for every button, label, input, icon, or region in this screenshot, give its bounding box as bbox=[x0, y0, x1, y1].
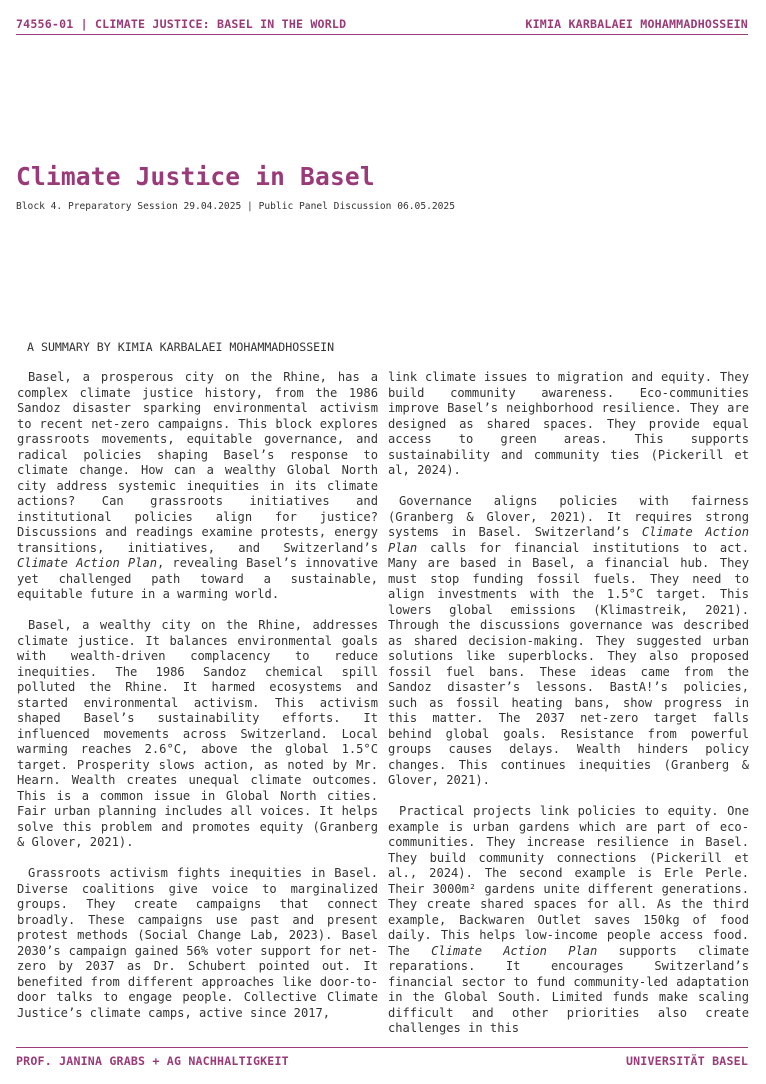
footer-professor: PROF. JANINA GRABS + AG NACHHALTIGKEIT bbox=[16, 1054, 289, 1068]
header-course: 74556-01 | CLIMATE JUSTICE: BASEL IN THE WORLD bbox=[16, 17, 347, 31]
left-column bbox=[17, 370, 378, 1038]
header-author: KIMIA KARBALAEI MOHAMMADHOSSEIN bbox=[525, 17, 748, 31]
footer-rule bbox=[16, 1047, 748, 1048]
paragraph: Grassroots activism fights inequities in Basel. Diverse coalitions give voice to marginalized groups. They create campaigns that connect broadly. These campaigns use past and present protest methods (Social Change Lab, 2023). Basel 2030’s campaign gained 56% voter support for net-zero by 2037 as Dr. Schubert pointed out. It benefited from different approaches like door-to-door talks to engage people. Collective Climate Justice’s climate camps, active since 2017, bbox=[17, 866, 378, 1020]
paragraph: Basel, a wealthy city on the Rhine, addresses climate justice. It balances environmental goals with wealth-driven complacency to reduce inequities. The 1986 Sandoz chemical spill polluted the Rhine. It harmed ecosystems and started environmental activism. This activism shaped Basel’s sustainability efforts. It influenced movements across Switzerland. Local warming reaches 2.6°C, above the global 1.5°C target. Prosperity slows action, as noted by Mr. Hearn. Wealth creates unequal climate outcomes. This is a common issue in Global North cities. Fair urban planning includes all voices. It helps solve this problem and promotes equity (Granberg & Glover, 2021). bbox=[17, 618, 378, 849]
paragraph: Governance aligns policies with fairness (Granberg & Glover, 2021). It requires strong systems in Basel. Switzerland’s Climate Action Plan calls for financial institutions to act. Many are based in Basel, a financial hub. They must stop funding fossil fuels. They need to align investments with the 1.5°C target. This lowers global emissions (Klimastreik, 2021). Through the discussions governance was described as shared decision-making. They suggested urban solutions like superblocks. They also proposed fossil fuel bans. These ideas came from the Sandoz disaster’s lessons. BastA!’s policies, such as fossil heating bans, show progress in this matter. The 2037 net-zero target falls behind global goals. Resistance from powerful groups causes delays. Wealth hinders policy changes. This continues inequities (Granberg & Glover, 2021). bbox=[388, 494, 749, 787]
header-rule bbox=[16, 34, 748, 35]
paragraph: link climate issues to migration and equity. They build community awareness. Eco-communities improve Basel’s neighborhood resilience. They are designed as shared spaces. They provide equal access to green areas. This supports sustainability and community ties (Pickerill et al, 2024). bbox=[388, 370, 749, 477]
summary-byline: A SUMMARY BY KIMIA KARBALAEI MOHAMMADHOSSEIN bbox=[27, 340, 335, 354]
paragraph: Basel, a prosperous city on the Rhine, has a complex climate justice history, from the 1986 Sandoz disaster sparking environmental activism to recent net-zero campaigns. This block explores grassroots movements, equitable governance, and radical policies shaping Basel’s response to climate change. How can a wealthy Global North city address systemic inequities in its climate actions? Can grassroots initiatives and institutional policies align for justice? Discussions and readings examine protests, energy transitions, initiatives, and Switzerland’s Climate Action Plan, revealing Basel’s innovative yet challenged path toward a sustainable, equitable future in a warming world. bbox=[17, 370, 378, 601]
right-column bbox=[388, 370, 749, 1038]
session-dates: Block 4. Preparatory Session 29.04.2025 | Public Panel Discussion 06.05.2025 bbox=[16, 201, 455, 212]
paragraph: Practical projects link policies to equity. One example is urban gardens which are part of eco-communities. They increase resilience in Basel. They build community connections (Pickerill et al., 2024). The second example is Erle Perle. Their 3000m² gardens unite different generations. They create shared spaces for all. As the third example, Backwaren Outlet saves 150kg of food daily. This helps low-income people access food. The Climate Action Plan supports climate reparations. It encourages Switzerland’s financial sector to fund community-led adaptation in the Global South. Limited funds make scaling difficult and other priorities also create challenges in this bbox=[388, 804, 749, 1035]
footer-university: UNIVERSITÄT BASEL bbox=[625, 1054, 748, 1068]
running-header bbox=[16, 17, 748, 31]
page-title: Climate Justice in Basel bbox=[16, 162, 375, 191]
running-footer bbox=[16, 1054, 748, 1068]
